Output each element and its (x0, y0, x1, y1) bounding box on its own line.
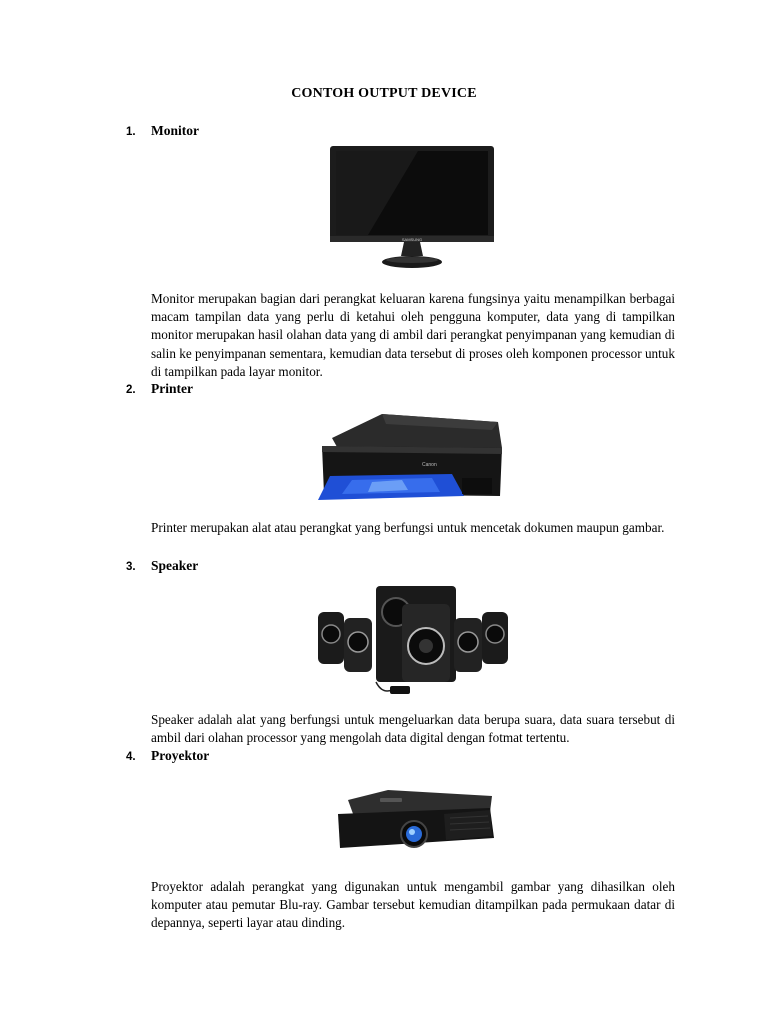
section-paragraph-monitor: Monitor merupakan bagian dari perangkat keluaran karena fungsinya yaitu menampilkan berbagai macam tampilan data yang perlu di ketahui oleh pengguna komputer, data yang di tampilkan monitor merupakan hasil olahan data yang di ambil dari perangkat penyimpanan yang kemudian di salin ke penyimpanan sementara, kemudian data tersebut di proses oleh komponen processor untuk di tampilkan pada layar monitor. (151, 291, 675, 379)
section-number: 1. (126, 126, 136, 138)
printer-brand-label: Canon (422, 462, 437, 468)
printer-image (312, 408, 508, 508)
section-paragraph-printer: Printer merupakan alat atau perangkat yang berfungsi untuk mencetak dokumen maupun gambar. (151, 520, 665, 535)
page-title: CONTOH OUTPUT DEVICE (291, 86, 477, 101)
section-paragraph-proyektor: Proyektor adalah perangkat yang digunakan untuk mengambil gambar yang dihasilkan oleh komputer atau pemutar Blu-ray. Gambar tersebut kemudian ditampilkan pada permukaan datar di depannya, seperti layar atau dinding. (151, 879, 675, 931)
section-number: 3. (126, 561, 136, 573)
monitor-brand-label: SAMSUNG (401, 237, 423, 242)
section-title: Proyektor (151, 748, 210, 763)
section-title: Monitor (151, 123, 199, 138)
section-paragraph-speaker: Speaker adalah alat yang berfungsi untuk mengeluarkan data berupa suara, data suara tersebut di ambil dari olahan processor yang mengolah data digital dengan fotmat tertentu. (151, 712, 675, 746)
section-heading-printer (126, 381, 193, 397)
section-number: 2. (126, 384, 136, 396)
speaker-image (316, 582, 512, 700)
section-heading-speaker (126, 558, 198, 574)
monitor-image (328, 144, 498, 272)
section-heading-monitor (126, 123, 199, 139)
projector-image (334, 786, 496, 860)
section-title: Printer (151, 381, 193, 396)
section-title: Speaker (151, 558, 199, 573)
section-number: 4. (126, 751, 136, 763)
section-heading-proyektor (126, 748, 209, 764)
